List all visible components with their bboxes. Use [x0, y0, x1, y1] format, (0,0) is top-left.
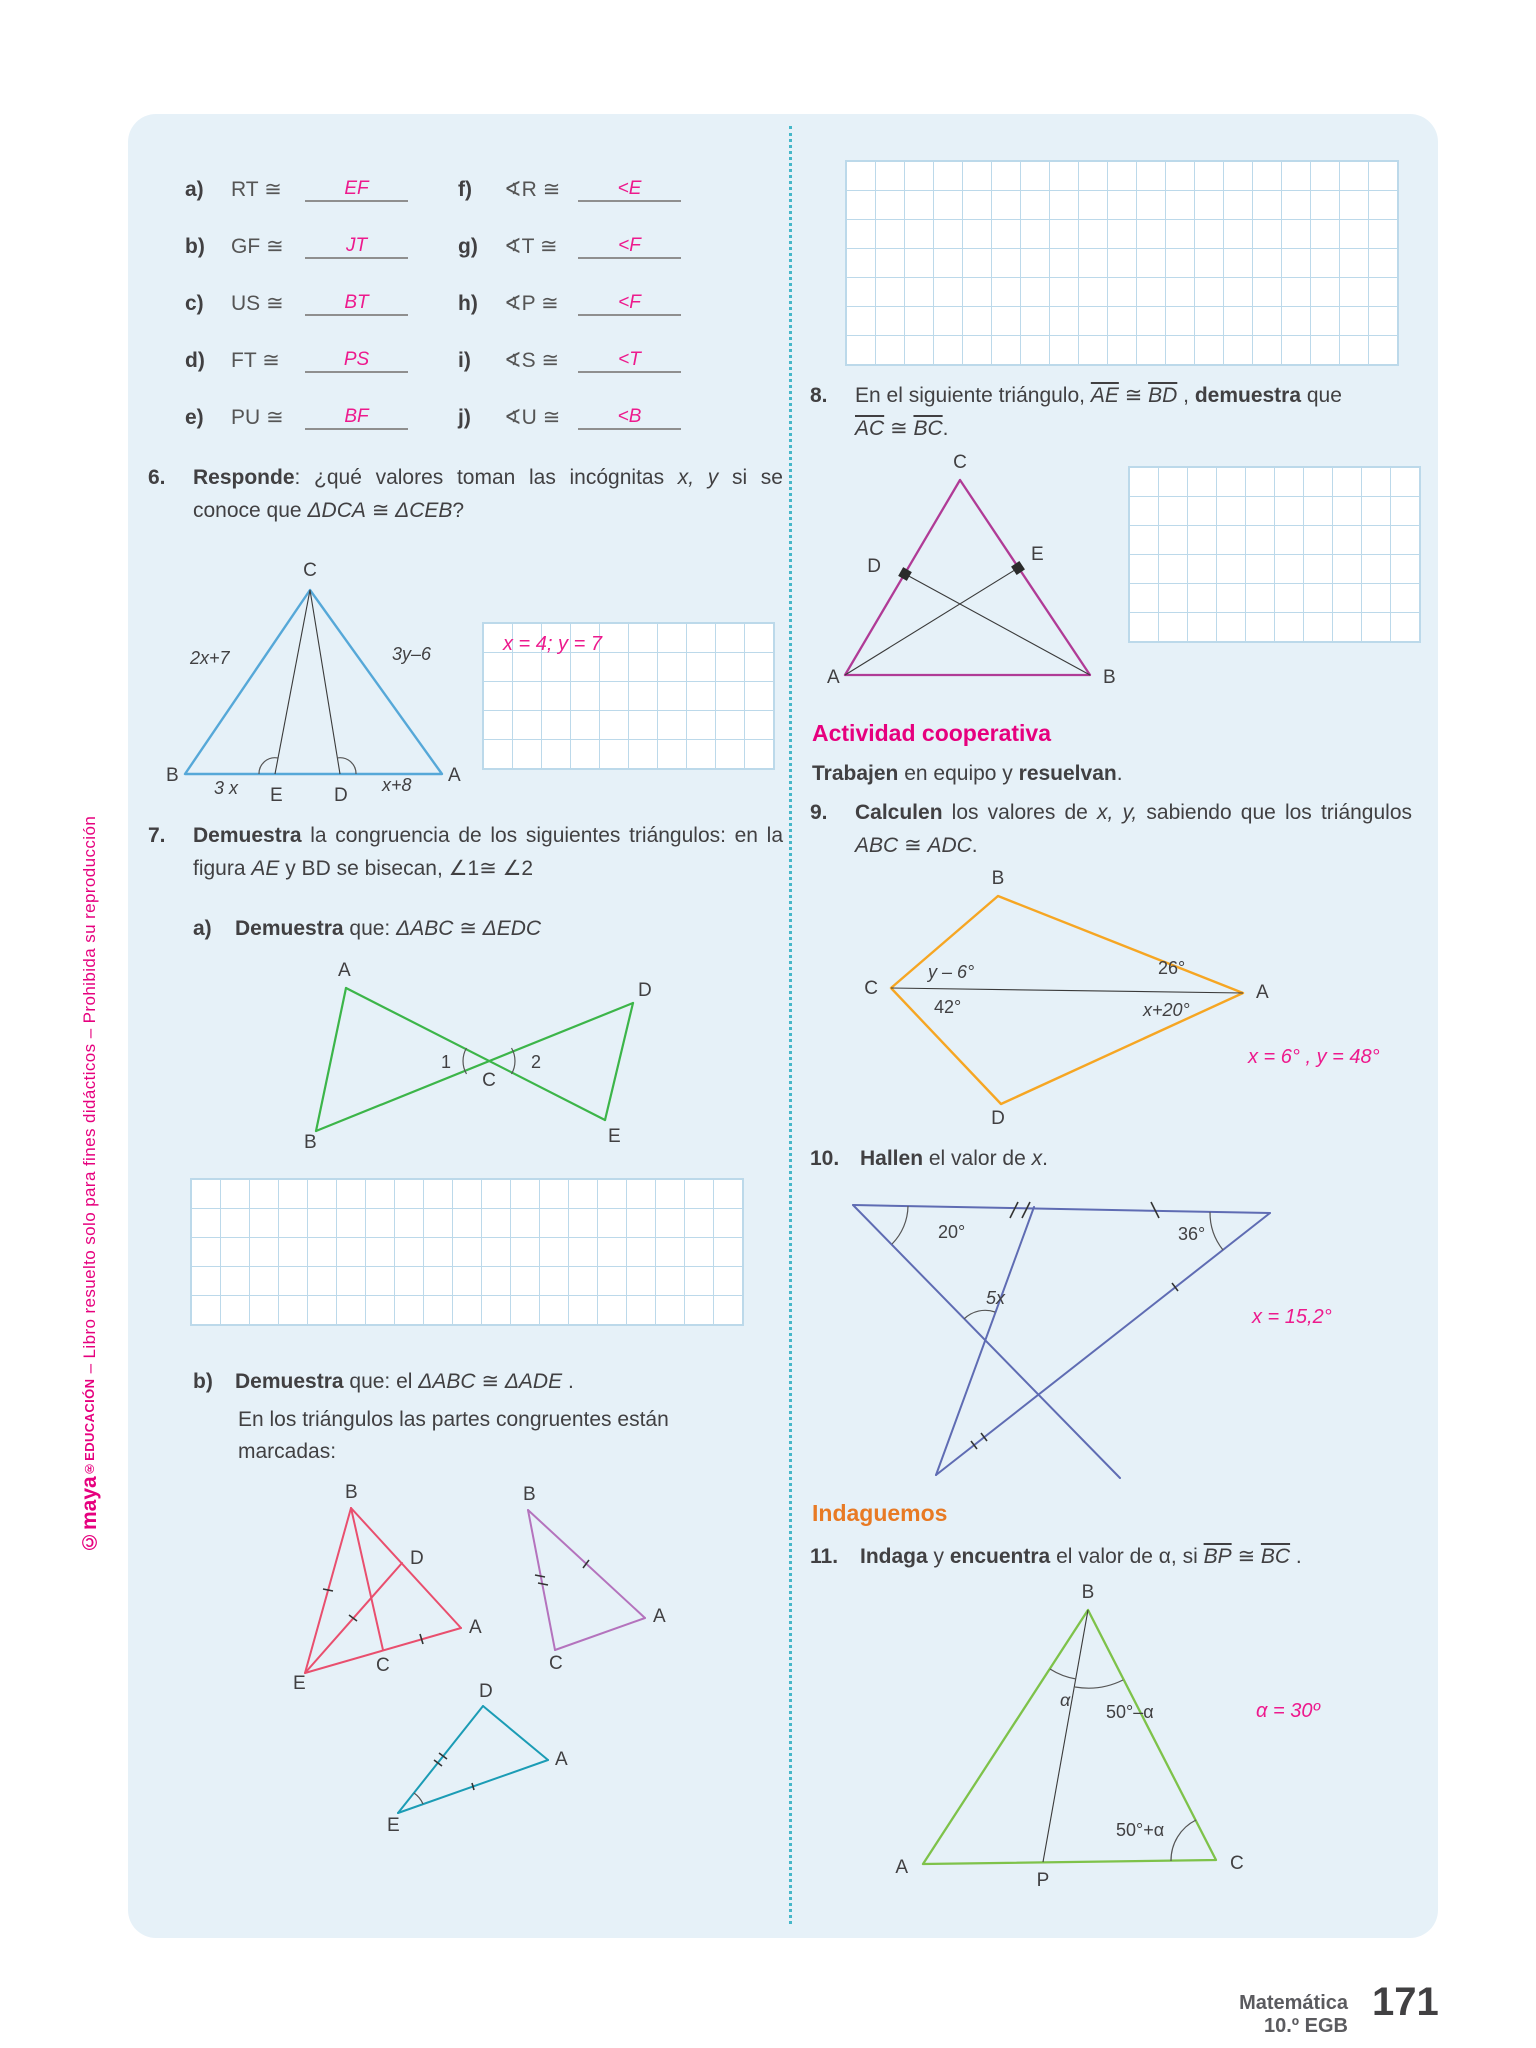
angle-label-42: 42° — [934, 997, 962, 1017]
exercise-11-statement — [810, 1541, 1450, 1574]
item-label: a) — [185, 178, 204, 201]
side-label-right: 3y–6 — [392, 644, 432, 664]
angle-label-50-minus: 50°–α — [1106, 1702, 1154, 1722]
vertex-label-d3: D — [479, 1681, 493, 1702]
angle-label-y-6: y – 6° — [928, 962, 975, 982]
exercise-6-statement — [148, 462, 783, 527]
vertex-label-b: B — [345, 1482, 358, 1503]
point-label-e: E — [270, 785, 283, 806]
angle-label-d: x+8 — [382, 775, 412, 795]
answer-blank — [578, 176, 681, 202]
exercise-text: Indaga y encuentra el valor de α, si $\overline{BP}$ ≅ $\overline{BC}$ . — [860, 1545, 1302, 1568]
exercise-10-statement — [810, 1143, 1412, 1176]
answer-blank — [305, 176, 408, 202]
vertex-label-a2: A — [653, 1606, 666, 1627]
item-expression: PU ≅ — [231, 406, 284, 429]
point-label-e: E — [1031, 544, 1044, 565]
footer-grade: 10.º EGB — [1263, 2015, 1348, 2037]
angle-label-5x: 5x — [986, 1288, 1006, 1308]
brand-logo: ©maya — [78, 1476, 101, 1553]
vertex-label-a: A — [469, 1617, 482, 1638]
vertex-label-a3: A — [555, 1749, 568, 1770]
point-label-c: C — [376, 1655, 390, 1676]
vertex-label-e: E — [608, 1126, 621, 1147]
answer-blank — [305, 404, 408, 430]
section-heading-inquiry: Indaguemos — [812, 1500, 948, 1526]
answer-grid-ex7a — [190, 1178, 744, 1326]
angle-label-20: 20° — [938, 1222, 966, 1242]
exercise-number: 8. — [810, 384, 828, 407]
exercise-7b-note: En los triángulos las partes congruentes están marcadas: — [238, 1408, 669, 1463]
side-label-left: 2x+7 — [190, 648, 230, 668]
column-divider — [789, 126, 792, 1924]
vertex-label-b: B — [1103, 667, 1116, 688]
handwritten-answer: <F — [618, 235, 641, 257]
item-label: i) — [458, 349, 471, 372]
figure-ex8-triangle — [815, 450, 1125, 708]
item-expression: ∢T ≅ — [504, 235, 558, 258]
vertex-label-a: A — [827, 667, 840, 688]
item-expression: ∢U ≅ — [504, 406, 561, 429]
handwritten-answer: JT — [345, 235, 368, 257]
vertex-label-c: C — [1230, 1853, 1244, 1874]
item-label: c) — [185, 292, 204, 315]
handwritten-answer: <T — [618, 349, 641, 371]
point-label-d: D — [334, 785, 348, 806]
footer-subject-block — [1128, 1992, 1348, 2038]
exercise-text: Hallen el valor de x. — [860, 1147, 1048, 1170]
copyright-sidebar — [78, 548, 116, 1553]
exercise-7a-statement — [193, 913, 753, 945]
angle-label-1: 1 — [441, 1052, 452, 1072]
item-expression: ∢R ≅ — [504, 178, 561, 201]
item-label: j) — [458, 406, 471, 429]
exercise-7-statement — [148, 820, 783, 885]
item-label: g) — [458, 235, 478, 258]
angle-label-36: 36° — [1178, 1224, 1206, 1244]
exercise-7b-statement — [193, 1366, 753, 1398]
angle-label-2: 2 — [531, 1052, 542, 1072]
item-label: e) — [185, 406, 204, 429]
vertex-label-b: B — [166, 765, 179, 786]
vertex-label-b: B — [304, 1132, 317, 1153]
matching-row — [185, 284, 681, 316]
vertex-label-e3: E — [387, 1815, 400, 1836]
answer-blank — [578, 290, 681, 316]
item-label: f) — [458, 178, 472, 201]
exercise-number: 7. — [148, 824, 166, 847]
answer-blank — [578, 347, 681, 373]
vertex-label-c: C — [864, 978, 878, 999]
vertex-label-c2: C — [549, 1653, 563, 1674]
handwritten-answer-ex6: x = 4; y = 7 — [503, 633, 602, 655]
subitem-label: b) — [193, 1370, 213, 1393]
figure-ex7b-marked-triangles — [283, 1478, 683, 1848]
vertex-label-b: B — [991, 868, 1005, 889]
angle-label-e: 3 x — [214, 778, 239, 798]
exercise-8-statement — [810, 380, 1425, 445]
vertex-label-d: D — [991, 1108, 1005, 1129]
item-expression: ∢S ≅ — [504, 349, 560, 372]
exercise-number: 10. — [810, 1147, 840, 1170]
exercise-text: Responde: ¿qué valores toman las incógnitas x, y si se conoce que ΔDCA ≅ ΔCEB? — [193, 466, 783, 522]
figure-ex11-triangle — [878, 1582, 1310, 1907]
vertex-label-a: A — [1256, 982, 1269, 1003]
answer-blank — [578, 233, 681, 259]
item-label: h) — [458, 292, 478, 315]
vertex-label-d: D — [638, 980, 652, 1001]
vertex-label-c: C — [953, 452, 967, 473]
figure-ex10-lines — [838, 1180, 1303, 1490]
answer-blank — [305, 347, 408, 373]
angle-label-50-plus: 50°+α — [1116, 1820, 1165, 1840]
handwritten-answer-ex9: x = 6° , y = 48° — [1248, 1046, 1380, 1068]
matching-row — [185, 227, 681, 259]
answer-blank — [578, 404, 681, 430]
item-expression: RT ≅ — [231, 178, 282, 201]
matching-row — [185, 398, 681, 430]
exercise-number: 9. — [810, 801, 828, 824]
exercise-text: Calculen los valores de x, y, sabiendo que los triángulos ABC ≅ ADC. — [855, 801, 1413, 857]
exercise-9-statement — [810, 797, 1412, 862]
subitem-text: Demuestra que: ΔABC ≅ ΔEDC — [235, 917, 542, 940]
exercise-number: 11. — [810, 1545, 839, 1568]
point-label-p: P — [1036, 1870, 1050, 1891]
item-label: d) — [185, 349, 205, 372]
matching-row — [185, 170, 681, 202]
copyright-notice: – Libro resuelto solo para fines didácticos – Prohibida su reproducción — [80, 815, 99, 1379]
handwritten-answer: <B — [617, 406, 642, 428]
item-expression: US ≅ — [231, 292, 284, 315]
answer-blank — [305, 233, 408, 259]
answer-blank — [305, 290, 408, 316]
figure-ex6-triangle — [152, 552, 482, 810]
cooperative-lead: Trabajen en equipo y resuelvan. — [812, 762, 1123, 785]
item-expression: ∢P ≅ — [504, 292, 559, 315]
handwritten-answer: EF — [344, 178, 369, 200]
figure-ex7a-bowtie — [288, 948, 688, 1163]
page-number: 171 — [1372, 1980, 1439, 2024]
angle-label-alpha: α — [1060, 1690, 1071, 1710]
vertex-label-b: B — [1081, 1582, 1095, 1603]
vertex-label-a: A — [338, 960, 351, 981]
angle-label-x20: x+20° — [1143, 1000, 1190, 1020]
item-expression: GF ≅ — [231, 235, 284, 258]
handwritten-answer-ex10: x = 15,2° — [1252, 1306, 1332, 1328]
handwritten-answer: BT — [344, 292, 369, 314]
vertex-label-a: A — [895, 1857, 908, 1878]
handwritten-answer: BF — [344, 406, 369, 428]
subitem-text: Demuestra que: el ΔABC ≅ ΔADE . — [235, 1370, 574, 1393]
vertex-label-c: C — [303, 560, 317, 581]
vertex-label-e: E — [293, 1673, 306, 1694]
exercise-text: En el siguiente triángulo, $\overline{AE}$ ≅ $\overline{BD}$ , demuestra que $\overline{AC}$ ≅ $\overline{BC}$. — [855, 384, 1342, 440]
item-label: b) — [185, 235, 205, 258]
vertex-label-a: A — [448, 765, 461, 786]
matching-row — [185, 341, 681, 373]
brand-suffix: ®EDUCACIÓN — [82, 1378, 97, 1477]
subitem-label: a) — [193, 917, 212, 940]
item-expression: FT ≅ — [231, 349, 280, 372]
handwritten-answer: <F — [618, 292, 641, 314]
point-label-d: D — [867, 556, 881, 577]
handwritten-answer-ex11: α = 30º — [1256, 1700, 1320, 1722]
answer-grid-ex8 — [1128, 466, 1421, 643]
vertex-label-b2: B — [523, 1484, 536, 1505]
exercise-text: Demuestra la congruencia de los siguientes triángulos: en la figura AE y BD se bisecan, ∠1≅ ∠2 — [193, 824, 783, 880]
figure-ex9-kite — [858, 866, 1298, 1131]
exercise-number: 6. — [148, 466, 166, 489]
answer-grid-top-right — [845, 160, 1399, 366]
footer-subject: Matemática — [1239, 1992, 1348, 2014]
section-heading-cooperative: Actividad cooperativa — [812, 720, 1052, 746]
point-label-c: C — [482, 1070, 496, 1091]
angle-label-26: 26° — [1158, 958, 1186, 978]
point-label-d: D — [410, 1548, 424, 1569]
handwritten-answer: <E — [617, 178, 642, 200]
handwritten-answer: PS — [343, 349, 370, 371]
